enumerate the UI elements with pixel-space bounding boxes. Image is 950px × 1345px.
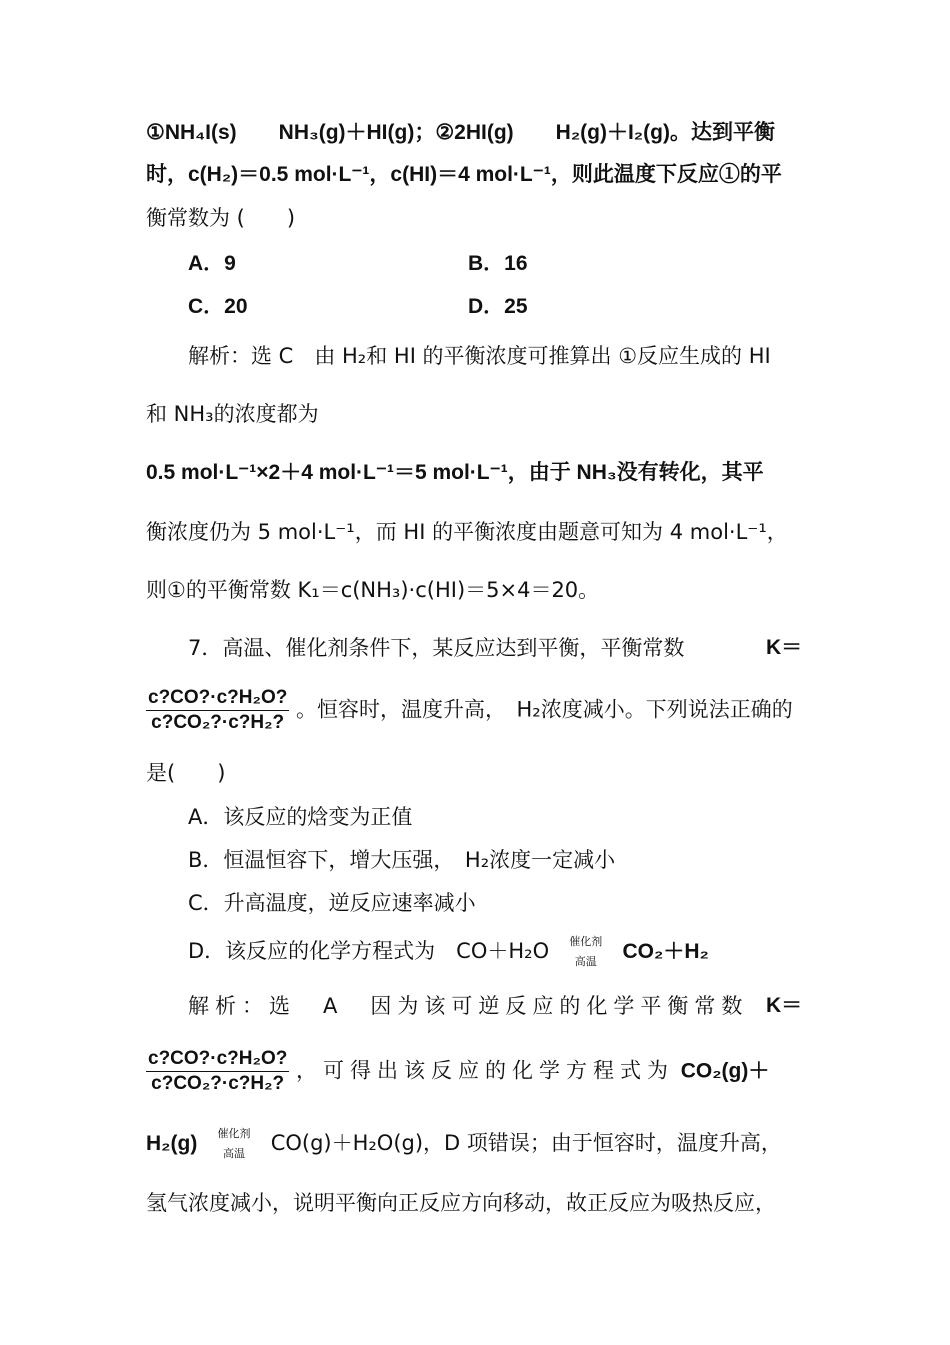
q7-stem-line1: 7．高温、催化剂条件下，某反应达到平衡，平衡常数 xyxy=(188,636,685,660)
solution-condition-catalyst: 催化剂 xyxy=(217,1127,251,1140)
q7-stem-line2-text: 。恒容时，温度升高， H₂浓度减小。下列说法正确的 xyxy=(296,697,793,722)
q6-option-a: A．9 xyxy=(188,252,236,275)
q7-option-d xyxy=(188,932,709,972)
q6-option-c: C．20 xyxy=(188,295,248,318)
equilibrium-constant-fraction xyxy=(146,686,289,735)
q7-option-b: B．恒温恒容下，增大压强， H₂浓度一定减小 xyxy=(188,848,616,872)
q7-option-d-products: CO₂＋H₂ xyxy=(622,940,709,963)
solution-constant-fraction xyxy=(146,1047,289,1096)
q7-solution-line3-reactant: H₂(g) xyxy=(146,1132,198,1155)
condition-high-temperature: 高温 xyxy=(574,955,597,968)
q7-option-d-text: D．该反应的化学方程式为 CO＋H₂O xyxy=(188,939,550,963)
q7-option-c: C．升高温度，逆反应速率减小 xyxy=(188,891,476,915)
fraction-denominator: c?CO₂?·c?H₂? xyxy=(151,712,285,733)
q6-solution-line5: 则①的平衡常数 K₁＝c(NH₃)·c(HI)＝5×4＝20。 xyxy=(146,578,600,602)
q6-stem-line2: 时，c(H₂)＝0.5 mol·L⁻¹，c(HI)＝4 mol·L⁻¹，则此温度下反应①的平 xyxy=(146,163,782,186)
q7-solution-line3 xyxy=(146,1124,782,1164)
solution-condition-high-temperature: 高温 xyxy=(223,1147,245,1160)
q6-stem-line1: ①NH₄I(s) NH₃(g)＋HI(g)；②2HI(g) H₂(g)＋I₂(g)。达到平衡 xyxy=(146,121,775,144)
q7-stem-line2 xyxy=(146,686,793,735)
q7-solution-line3-text: CO(g)＋H₂O(g)，D 项错误；由于恒容时，温度升高， xyxy=(270,1131,782,1155)
q7-solution-line2 xyxy=(146,1047,769,1096)
reaction-condition xyxy=(556,932,616,972)
q6-solution-line2: 和 NH₃的浓度都为 xyxy=(146,402,319,426)
q7-solution-line1: 解析：选 A 因为该可逆反应的化学平衡常数 xyxy=(188,994,749,1018)
q7-option-a: A．该反应的焓变为正值 xyxy=(188,805,413,829)
q7-solution-k-equals: K＝ xyxy=(766,994,803,1017)
q6-solution-line4: 衡浓度仍为 5 mol·L⁻¹，而 HI 的平衡浓度由题意可知为 4 mol·L⁻¹， xyxy=(146,520,788,544)
solution-reaction-condition xyxy=(204,1124,264,1164)
q7-solution-line4: 氢气浓度减小，说明平衡向正反应方向移动，故正反应为吸热反应， xyxy=(146,1191,776,1215)
q6-solution-line1: 解析：选 C 由 H₂和 HI 的平衡浓度可推算出 ①反应生成的 HI xyxy=(188,344,771,368)
q6-option-d: D．25 xyxy=(468,295,528,318)
q7-solution-line2-text: ，可得出该反应的化学方程式为 xyxy=(296,1058,675,1083)
q7-k-equals: K＝ xyxy=(766,636,803,659)
q6-stem-line3: 衡常数为 ( ) xyxy=(146,206,296,230)
solution-fraction-denominator: c?CO₂?·c?H₂? xyxy=(151,1073,285,1094)
fraction-numerator: c?CO?·c?H₂O? xyxy=(146,686,289,711)
q6-option-b: B．16 xyxy=(468,252,528,275)
condition-catalyst: 催化剂 xyxy=(569,935,603,948)
q6-solution-line3: 0.5 mol·L⁻¹×2＋4 mol·L⁻¹＝5 mol·L⁻¹，由于 NH₃没有转化，其平 xyxy=(146,461,764,484)
q7-solution-line2-end: CO₂(g)＋ xyxy=(680,1059,770,1083)
q7-stem-line3: 是( ) xyxy=(146,761,226,785)
solution-fraction-numerator: c?CO?·c?H₂O? xyxy=(146,1047,289,1072)
